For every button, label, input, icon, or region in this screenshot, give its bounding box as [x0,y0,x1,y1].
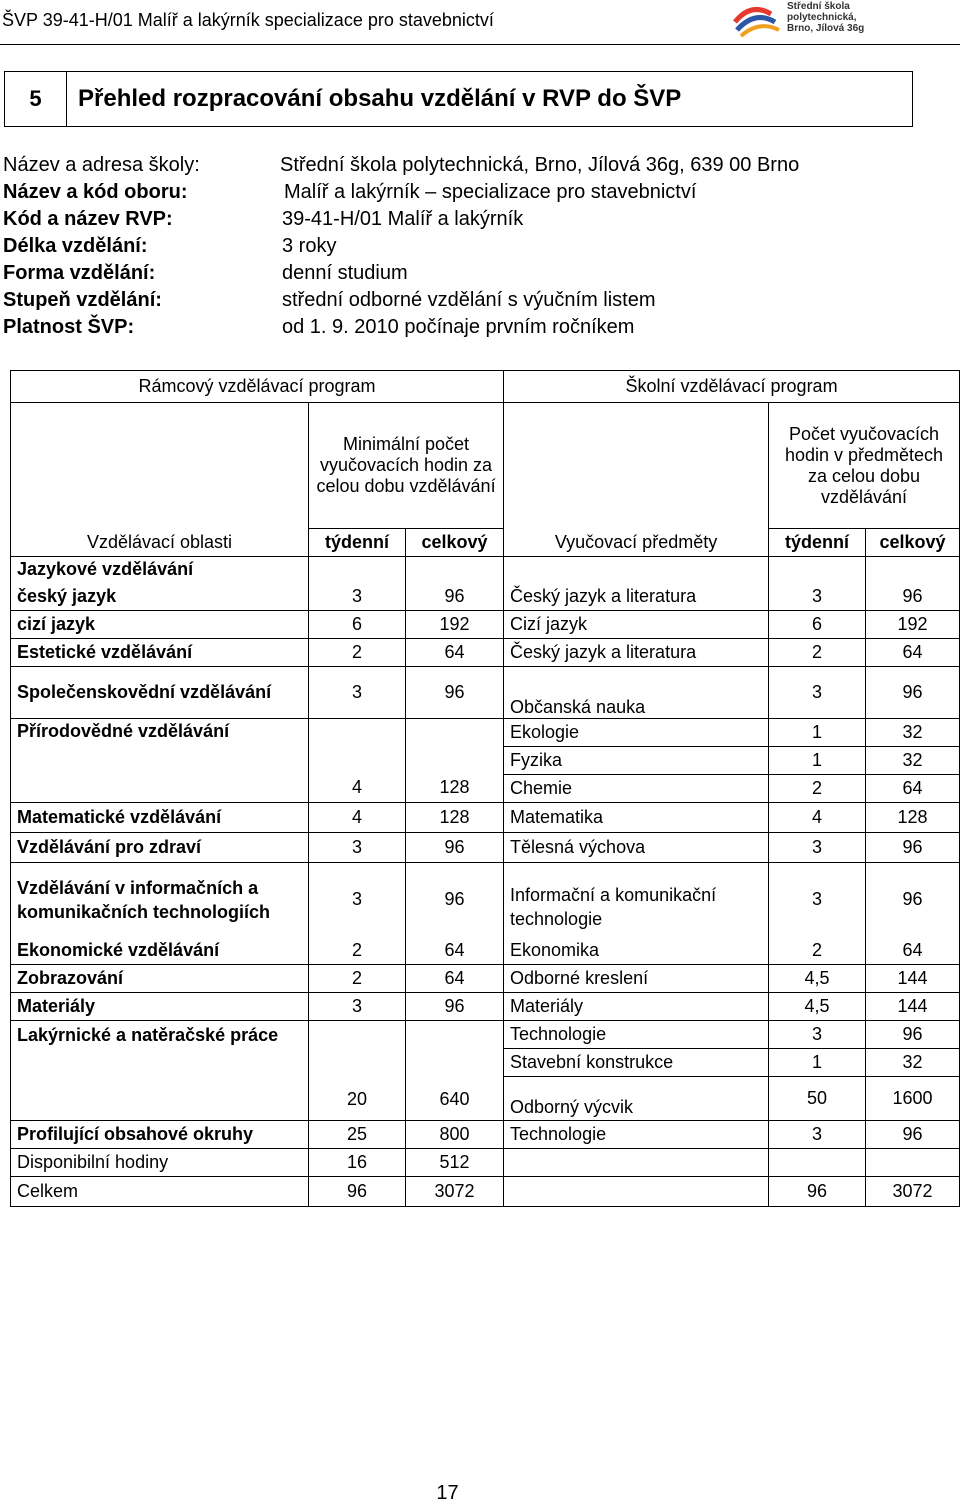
table-row [11,719,960,747]
logo-text [787,1,864,34]
subject-cell: Cizí jazyk [504,611,769,639]
subject-cell: Odborné kreslení [504,965,769,993]
weekly-cell: 6 [769,611,866,639]
weekly-cell: 1 [769,747,866,775]
weekly-cell: 1 [769,1049,866,1077]
weekly-cell: 3 [769,833,866,863]
area-cell: Ekonomické vzdělávání [11,937,309,965]
total-cell: 64 [866,639,960,667]
col-weekly2: týdenní [769,529,866,557]
total-cell: 96 [866,583,960,611]
info-label: Název a kód oboru: [3,181,188,203]
col-total2: celkový [866,529,960,557]
weekly-cell: 3 [769,1021,866,1049]
total-cell: 96 [866,667,960,719]
subject-cell: Informační a komunikační technologie [504,863,769,937]
subject-cell: Český jazyk a literatura [504,639,769,667]
rvp-svp-table [10,370,960,1207]
total-cell: 800 [406,1121,504,1149]
total-cell: 192 [866,611,960,639]
total-cell: 96 [866,833,960,863]
info-value: 39-41-H/01 Malíř a lakýrník [282,208,524,230]
info-label: Kód a název RVP: [3,208,173,230]
logo-line: Střední škola [787,1,850,12]
logo-line: Brno, Jílová 36g [787,23,865,34]
subject-cell: Ekonomika [504,937,769,965]
area-cell: Matematické vzdělávání [11,803,309,833]
header-divider [0,44,960,45]
total-cell: 144 [866,993,960,1021]
total-cell: 144 [866,965,960,993]
area-cell: Vzdělávání pro zdraví [11,833,309,863]
area-cell: Disponibilní hodiny [11,1149,309,1177]
total-cell: 32 [866,747,960,775]
weekly-cell: 3 [769,667,866,719]
weekly-cell: 3 [769,863,866,937]
col-weekly: týdenní [309,529,406,557]
weekly-cell: 4 [309,803,406,833]
weekly-cell: 4 [309,719,406,803]
total-cell: 64 [406,965,504,993]
table-row [11,803,960,833]
total-cell: 640 [406,1021,504,1121]
weekly-cell: 3 [309,833,406,863]
info-label: Stupeň vzdělání: [3,289,162,311]
weekly-cell: 2 [309,965,406,993]
weekly-cell: 3 [309,667,406,719]
empty-cell [769,1149,866,1177]
rvp-header: Rámcový vzdělávací program [11,371,504,403]
total-cell: 96 [406,667,504,719]
total-cell: 32 [866,1049,960,1077]
total-cell: 3072 [866,1177,960,1207]
subject-cell: Ekologie [504,719,769,747]
subject-cell: Občanská nauka [504,667,769,719]
table-row [11,965,960,993]
weekly-cell: 4 [769,803,866,833]
info-value: střední odborné vzdělání s výučním listem [282,289,656,311]
subject-cell: Tělesná výchova [504,833,769,863]
info-value: denní studium [282,262,408,284]
svp-header: Školní vzdělávací program [504,371,960,403]
logo-line: polytechnická, [787,12,857,23]
info-label: Délka vzdělání: [3,235,148,257]
col-total: celkový [406,529,504,557]
table-row [11,833,960,863]
area-cell: Zobrazování [11,965,309,993]
table-row [11,1121,960,1149]
chapter-heading [4,71,913,127]
info-value: Střední škola polytechnická, Brno, Jílová 36g, 639 00 Brno [280,154,800,176]
page-number: 17 [436,1482,459,1504]
table-row [11,639,960,667]
area-cell: Vzdělávání v informačních a komunikačních technologiích [11,863,309,937]
subject-cell: Chemie [504,775,769,803]
total-cell: 64 [866,937,960,965]
subject-cell: Matematika [504,803,769,833]
empty-cell [504,1149,769,1177]
weekly-cell: 6 [309,611,406,639]
table-row [11,667,960,719]
weekly-cell: 50 [769,1077,866,1121]
table-row [11,557,960,583]
weekly-cell: 96 [309,1177,406,1207]
weekly-cell: 2 [309,937,406,965]
info-label: Forma vzdělání: [3,262,156,284]
total-cell: 32 [866,719,960,747]
subject-cell: Technologie [504,1021,769,1049]
weekly-cell: 3 [309,863,406,937]
empty-cell [866,1149,960,1177]
info-value: od 1. 9. 2010 počínaje prvním ročníkem [282,316,635,338]
chapter-title: Přehled rozpracování obsahu vzdělání v RVP do ŠVP [78,85,682,112]
area-cell: Jazykové vzdělávání [11,557,309,583]
table-row [11,403,960,529]
weekly-cell: 1 [769,719,866,747]
empty-cell [504,403,769,529]
total-cell: 64 [866,775,960,803]
total-cell: 96 [406,583,504,611]
table-row [11,529,960,557]
total-cell: 128 [406,719,504,803]
area-cell: český jazyk [11,583,309,611]
info-value: Malíř a lakýrník – specializace pro stavebnictví [284,181,697,203]
area-cell: Lakýrnické a natěračské práce [11,1021,309,1121]
empty-cell [504,1177,769,1207]
total-cell: 512 [406,1149,504,1177]
table-row [11,993,960,1021]
weekly-cell: 4,5 [769,965,866,993]
area-cell: Celkem [11,1177,309,1207]
area-cell: Estetické vzdělávání [11,639,309,667]
area-cell: Společenskovědní vzdělávání [11,667,309,719]
weekly-cell: 3 [769,583,866,611]
total-cell: 3072 [406,1177,504,1207]
subject-cell: Fyzika [504,747,769,775]
weekly-cell: 2 [769,775,866,803]
rvp-min-hours-header: Minimální počet vyučovacích hodin za celou dobu vzdělávání [309,403,504,529]
table-row [11,863,960,937]
subject-cell: Český jazyk a literatura [504,583,769,611]
chapter-number: 5 [5,72,67,126]
col-areas: Vzdělávací oblasti [11,529,309,557]
total-cell: 96 [406,993,504,1021]
weekly-cell: 96 [769,1177,866,1207]
weekly-cell: 16 [309,1149,406,1177]
area-cell: cizí jazyk [11,611,309,639]
total-cell: 96 [866,863,960,937]
subject-cell: Stavební konstrukce [504,1049,769,1077]
area-cell: Profilující obsahové okruhy [11,1121,309,1149]
weekly-cell: 3 [309,583,406,611]
total-cell: 64 [406,937,504,965]
subject-cell: Materiály [504,993,769,1021]
area-cell: Materiály [11,993,309,1021]
weekly-cell: 2 [309,639,406,667]
info-label: Název a adresa školy: [3,154,200,176]
weekly-cell: 3 [769,1121,866,1149]
weekly-cell: 2 [769,937,866,965]
area-cell: Přírodovědné vzdělávání [11,719,309,803]
subject-cell: Odborný výcvik [504,1077,769,1121]
table-row [11,371,960,403]
table-row [11,611,960,639]
empty-cell [11,403,309,529]
subject-cell: Technologie [504,1121,769,1149]
svp-hours-header: Počet vyučovacích hodin v předmětech za celou dobu vzdělávání [769,403,960,529]
total-cell: 128 [406,803,504,833]
total-cell: 96 [406,833,504,863]
col-subjects: Vyučovací předměty [504,529,769,557]
weekly-cell: 25 [309,1121,406,1149]
weekly-cell: 3 [309,993,406,1021]
total-cell: 128 [866,803,960,833]
total-cell: 192 [406,611,504,639]
total-cell: 1600 [866,1077,960,1121]
total-cell: 96 [866,1121,960,1149]
weekly-cell: 4,5 [769,993,866,1021]
table-row [11,1177,960,1207]
table-row [11,1149,960,1177]
table-row [11,1021,960,1049]
info-value: 3 roky [282,235,337,257]
running-header: ŠVP 39-41-H/01 Malíř a lakýrník specializace pro stavebnictví [2,10,494,30]
total-cell: 96 [406,863,504,937]
total-cell: 64 [406,639,504,667]
table-row [11,583,960,611]
total-cell: 96 [866,1021,960,1049]
info-label: Platnost ŠVP: [3,316,135,338]
table-row [11,937,960,965]
weekly-cell: 2 [769,639,866,667]
weekly-cell: 20 [309,1021,406,1121]
